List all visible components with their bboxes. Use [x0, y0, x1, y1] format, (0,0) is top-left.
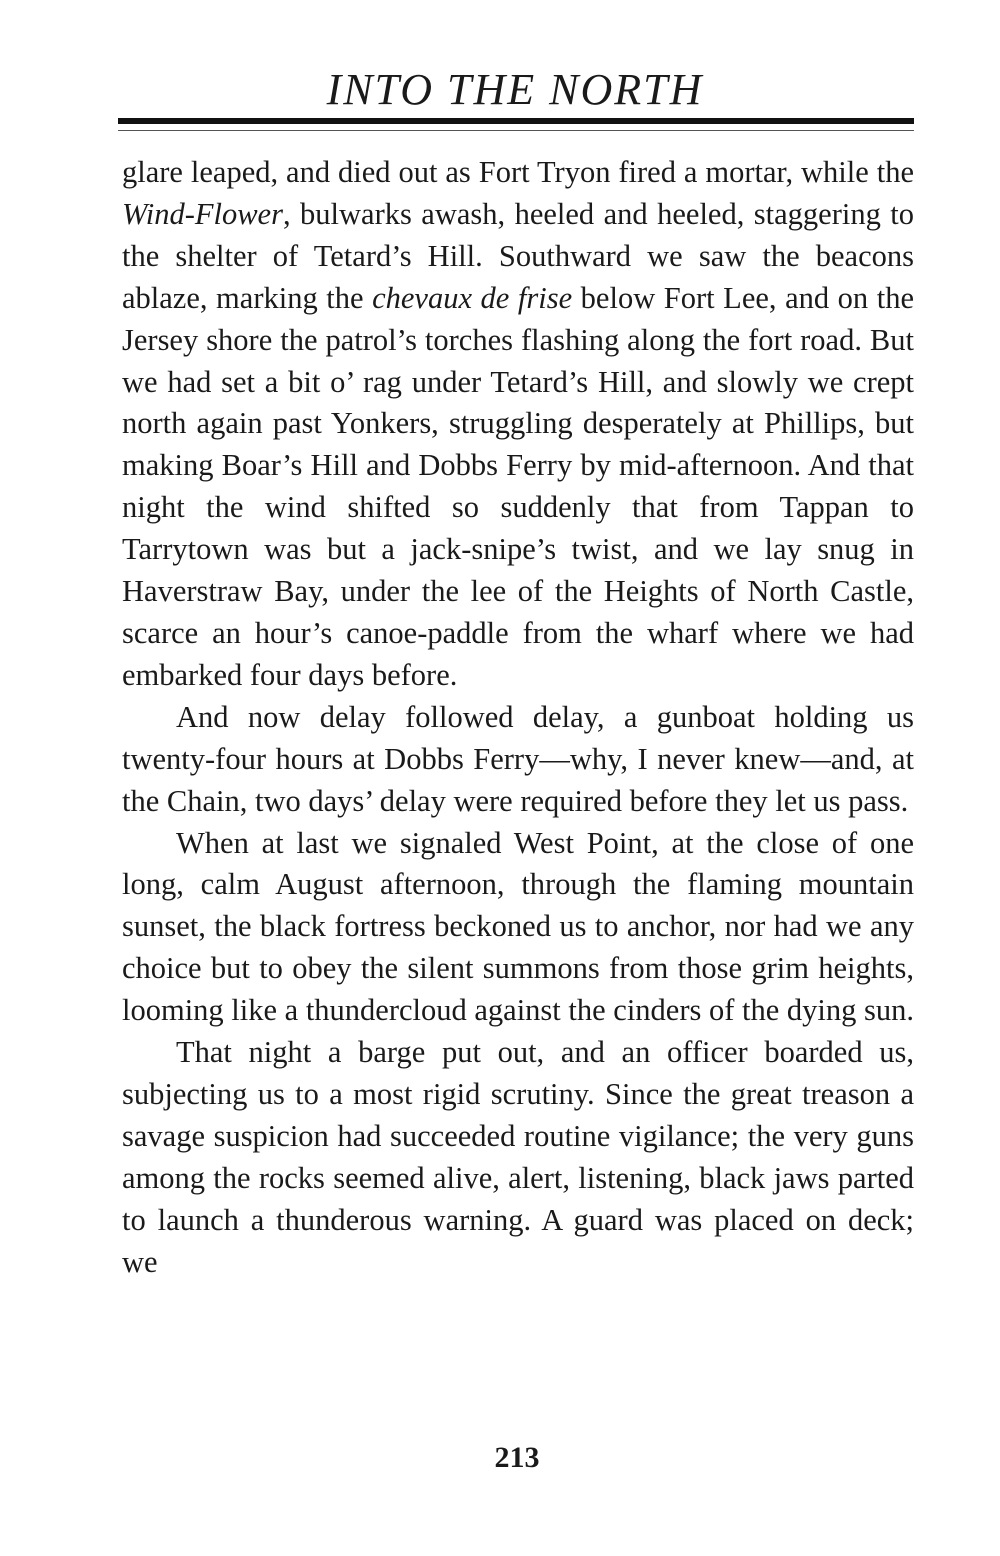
- paragraph-1-part-b: , bulwarks awash, heeled and heeled, staggering to the shelter of Tetard’s Hill. Southward we saw the beacons ablaze, marking the: [122, 196, 914, 315]
- paragraph-1-part-a: glare leaped, and died out as Fort Tryon fired a mortar, while the: [122, 155, 914, 189]
- header-rule-thick: [118, 118, 914, 124]
- paragraph-2: And now delay followed delay, a gunboat holding us twenty-four hours at Dobbs Ferry—why, I never knew—and, at the Chain, two days’ delay were required before they let us pass.: [122, 699, 914, 818]
- body-text: [122, 152, 914, 1283]
- paragraph-1: [122, 152, 914, 697]
- ship-name: Wind-Flower: [122, 196, 283, 231]
- italic-term: chevaux de frise: [372, 280, 573, 315]
- paragraph-3: When at last we signaled West Point, at the close of one long, calm August afternoon, through the flaming mountain sunset, the black fortress beckoned us to anchor, nor had we any choice but to obey the silent summons from those grim heights, looming like a thundercloud against the cinders of the dying sun.: [122, 825, 914, 1028]
- page-number: 213: [494, 1441, 540, 1474]
- header-rule-thin: [118, 130, 914, 131]
- paragraph-1-part-c: below Fort Lee, and on the Jersey shore the patrol’s torches flashing along the fort road. But we had set a bit o’ rag under Tetard’s Hill, and slowly we crept north again past Yonkers, struggling desperately at Phillips, but making Boar’s Hill and Dobbs Ferry by mid-afternoon. And that night the wind shifted so suddenly that from Tappan to Tarrytown was but a jack-snipe’s twist, and we lay snug in Haverstraw Bay, under the lee of the Heights of North Castle, scarce an hour’s canoe-paddle from the wharf where we had embarked four days before.: [122, 280, 914, 692]
- running-title: INTO THE NORTH: [326, 65, 704, 114]
- paragraph-4: That night a barge put out, and an officer boarded us, subjecting us to a most rigid scrutiny. Since the great treason a savage suspicion had succeeded routine vigilance; the very guns among the rocks seemed alive, alert, listening, black jaws parted to launch a thunderous warning. A guard was placed on deck; we: [122, 1035, 914, 1279]
